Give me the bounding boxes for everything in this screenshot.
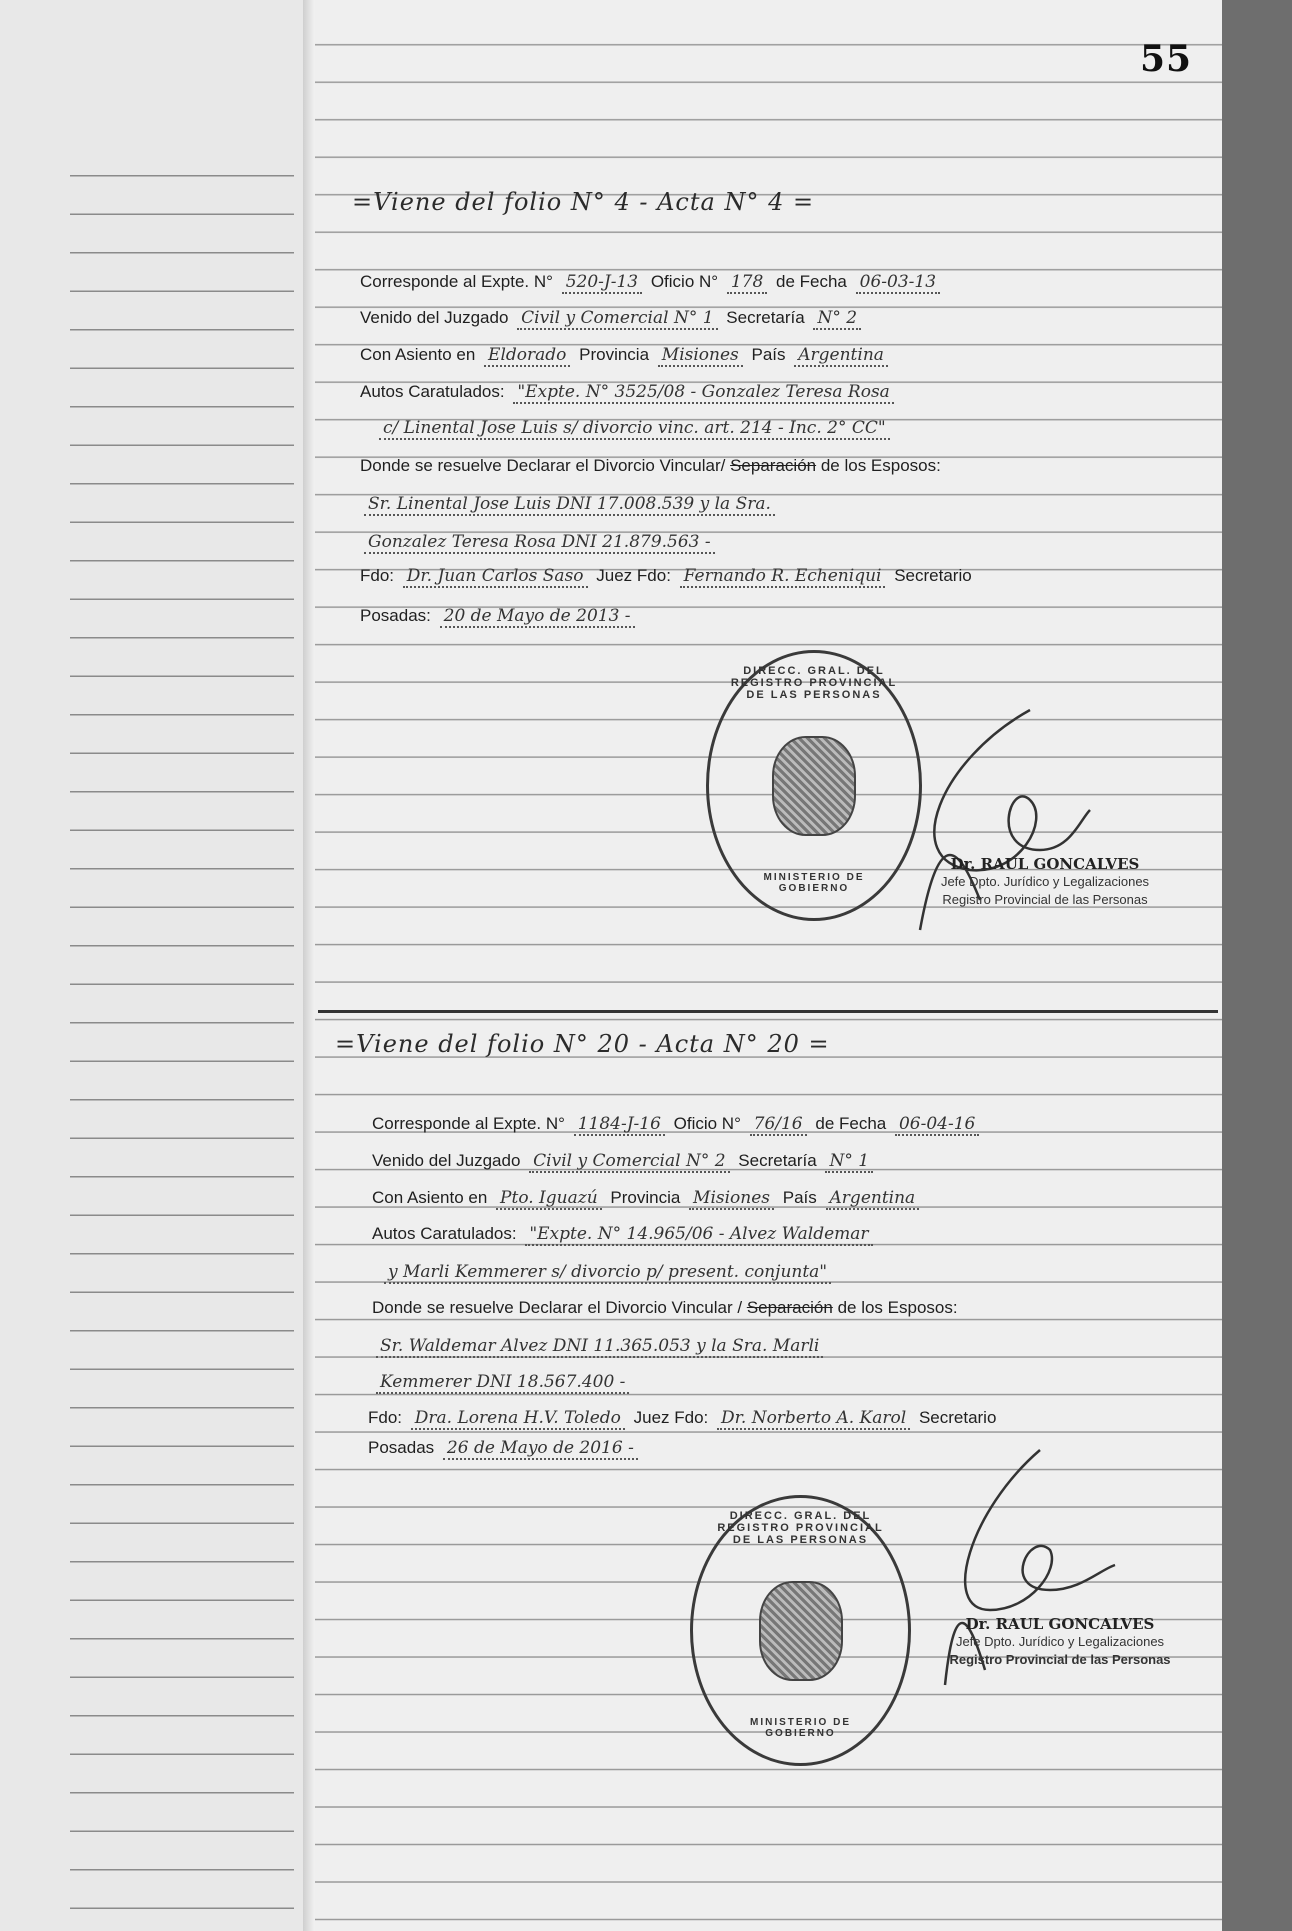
fdo-label: Fdo:	[360, 566, 395, 585]
entry-1-esposos-row-2	[360, 532, 719, 552]
pais-value: Argentina	[794, 345, 888, 367]
entry-2-donde-row	[372, 1298, 958, 1318]
entry-2-asiento-row	[372, 1188, 923, 1208]
stamp-text-1: DIRECC. GRAL. DEL REGISTRO PROVINCIAL DE LAS PERSONAS	[730, 665, 898, 701]
entry-1-fdo-row	[360, 566, 972, 586]
donde-tail: de los Esposos:	[837, 1298, 958, 1317]
asiento-value: Eldorado	[484, 345, 570, 367]
signature-title-1a: Jefe Dpto. Jurídico y Legalizaciones	[940, 874, 1150, 889]
esposos-line-2: Gonzalez Teresa Rosa DNI 21.879.563 -	[364, 532, 715, 554]
juez-label: Juez Fdo:	[596, 566, 671, 585]
entry-1-heading: =Viene del folio N° 4 - Acta N° 4 =	[352, 188, 815, 216]
secretaria-label: Secretaría	[738, 1151, 817, 1170]
entry-1-asiento-row	[360, 345, 892, 365]
juez-value: Dra. Lorena H.V. Toledo	[411, 1408, 625, 1430]
juzgado-label: Venido del Juzgado	[360, 308, 509, 327]
secretaria-value: N° 2	[813, 308, 861, 330]
entry-1-donde-row	[360, 456, 941, 476]
donde-struck: Separación	[730, 456, 817, 475]
coat-of-arms-icon	[759, 1581, 843, 1681]
signature-title-1b: Registro Provincial de las Personas	[942, 892, 1148, 907]
signature-block-1	[910, 855, 1180, 909]
pais-label: País	[782, 1188, 817, 1207]
juzgado-label: Venido del Juzgado	[372, 1151, 521, 1170]
entry-divider	[318, 1010, 1218, 1013]
donde-label: Donde se resuelve Declarar el Divorcio Vincular /	[372, 1298, 743, 1317]
signature-name-2: Dr. RAUL GONCALVES	[965, 1615, 1155, 1633]
registry-stamp-2	[690, 1495, 911, 1766]
donde-tail: de los Esposos:	[820, 456, 941, 475]
asiento-value: Pto. Iguazú	[496, 1188, 602, 1210]
entry-2-juzgado-row	[372, 1151, 877, 1171]
esposos-line-2: Kemmerer DNI 18.567.400 -	[376, 1372, 629, 1394]
oficio-value: 178	[727, 272, 767, 294]
entry-2-posadas-row	[368, 1438, 642, 1458]
juez-label: Juez Fdo:	[633, 1408, 709, 1427]
posadas-label: Posadas	[368, 1438, 435, 1457]
fecha-value: 06-03-13	[856, 272, 940, 294]
secretario-label: Secretario	[894, 566, 972, 585]
entry-1-autos-row	[360, 382, 898, 402]
signature-title-2a: Jefe Dpto. Jurídico y Legalizaciones	[955, 1634, 1165, 1649]
autos-label: Autos Caratulados:	[372, 1224, 517, 1243]
autos-line-2: y Marli Kemmerer s/ divorcio p/ present. conjunta"	[384, 1262, 831, 1284]
entry-1-juzgado-row	[360, 308, 865, 328]
esposos-line-1: Sr. Linental Jose Luis DNI 17.008.539 y la Sra.	[364, 494, 775, 516]
secretario-value: Fernando R. Echeniqui	[680, 566, 886, 588]
secretaria-label: Secretaría	[726, 308, 805, 327]
posadas-value: 26 de Mayo de 2016 -	[443, 1438, 638, 1460]
expte-value: 520-J-13	[562, 272, 642, 294]
secretario-label: Secretario	[918, 1408, 997, 1427]
oficio-value: 76/16	[750, 1114, 807, 1136]
entry-1-esposos-row-1	[360, 494, 779, 514]
fdo-label: Fdo:	[368, 1408, 403, 1427]
juzgado-value: Civil y Comercial N° 1	[517, 308, 717, 330]
provincia-value: Misiones	[658, 345, 743, 367]
entry-1-autos-row-2	[375, 418, 894, 438]
juez-value: Dr. Juan Carlos Saso	[403, 566, 588, 588]
page-fold	[303, 0, 315, 1931]
donde-label: Donde se resuelve Declarar el Divorcio Vincular/	[360, 456, 726, 475]
expte-value: 1184-J-16	[574, 1114, 665, 1136]
pais-value: Argentina	[826, 1188, 920, 1210]
posadas-label: Posadas:	[360, 606, 431, 625]
donde-struck: Separación	[746, 1298, 833, 1317]
secretario-value: Dr. Norberto A. Karol	[717, 1408, 910, 1430]
entry-2-autos-row-2	[380, 1262, 835, 1282]
margin-column	[0, 0, 306, 1931]
entry-2-heading: =Viene del folio N° 20 - Acta N° 20 =	[335, 1030, 830, 1058]
entry-2-esposos-row-2	[372, 1372, 633, 1392]
signature-name-1: Dr. RAUL GONCALVES	[950, 855, 1140, 873]
coat-of-arms-icon	[772, 736, 856, 836]
provincia-value: Misiones	[689, 1188, 774, 1210]
entry-1-posadas-row	[360, 606, 639, 626]
oficio-label: Oficio N°	[673, 1114, 741, 1133]
provincia-label: Provincia	[579, 345, 650, 364]
posadas-value: 20 de Mayo de 2013 -	[440, 606, 635, 628]
autos-label: Autos Caratulados:	[360, 382, 505, 401]
autos-line-2: c/ Linental Jose Luis s/ divorcio vinc. art. 214 - Inc. 2° CC"	[379, 418, 890, 440]
stamp-ministry-1: MINISTERIO DE GOBIERNO	[763, 872, 865, 894]
entry-2-autos-row	[372, 1224, 877, 1244]
autos-line-1: "Expte. N° 3525/08 - Gonzalez Teresa Rosa	[513, 382, 894, 404]
page-number: 55	[1140, 38, 1193, 80]
oficio-label: Oficio N°	[650, 272, 719, 291]
expte-label: Corresponde al Expte. N°	[372, 1114, 565, 1133]
entry-1-expte-row	[360, 272, 944, 292]
entry-2-esposos-row-1	[372, 1336, 827, 1356]
fecha-label: de Fecha	[776, 272, 847, 291]
page-edge	[1222, 0, 1292, 1931]
signature-block-2	[925, 1615, 1195, 1669]
provincia-label: Provincia	[610, 1188, 681, 1207]
esposos-line-1: Sr. Waldemar Alvez DNI 11.365.053 y la Sra. Marli	[376, 1336, 823, 1358]
juzgado-value: Civil y Comercial N° 2	[529, 1151, 729, 1173]
expte-label: Corresponde al Expte. N°	[360, 272, 553, 291]
fecha-label: de Fecha	[815, 1114, 887, 1133]
secretaria-value: N° 1	[825, 1151, 873, 1173]
entry-2-expte-row	[372, 1114, 983, 1134]
asiento-label: Con Asiento en	[360, 345, 476, 364]
pais-label: País	[751, 345, 786, 364]
asiento-label: Con Asiento en	[372, 1188, 488, 1207]
signature-title-2b: Registro Provincial de las Personas	[949, 1652, 1171, 1667]
entry-2-fdo-row	[368, 1408, 996, 1428]
autos-line-1: "Expte. N° 14.965/06 - Alvez Waldemar	[525, 1224, 872, 1246]
fecha-value: 06-04-16	[895, 1114, 979, 1136]
stamp-text-2: DIRECC. GRAL. DEL REGISTRO PROVINCIAL DE LAS PERSONAS	[717, 1510, 884, 1546]
stamp-ministry-2: MINISTERIO DE GOBIERNO	[749, 1717, 851, 1739]
